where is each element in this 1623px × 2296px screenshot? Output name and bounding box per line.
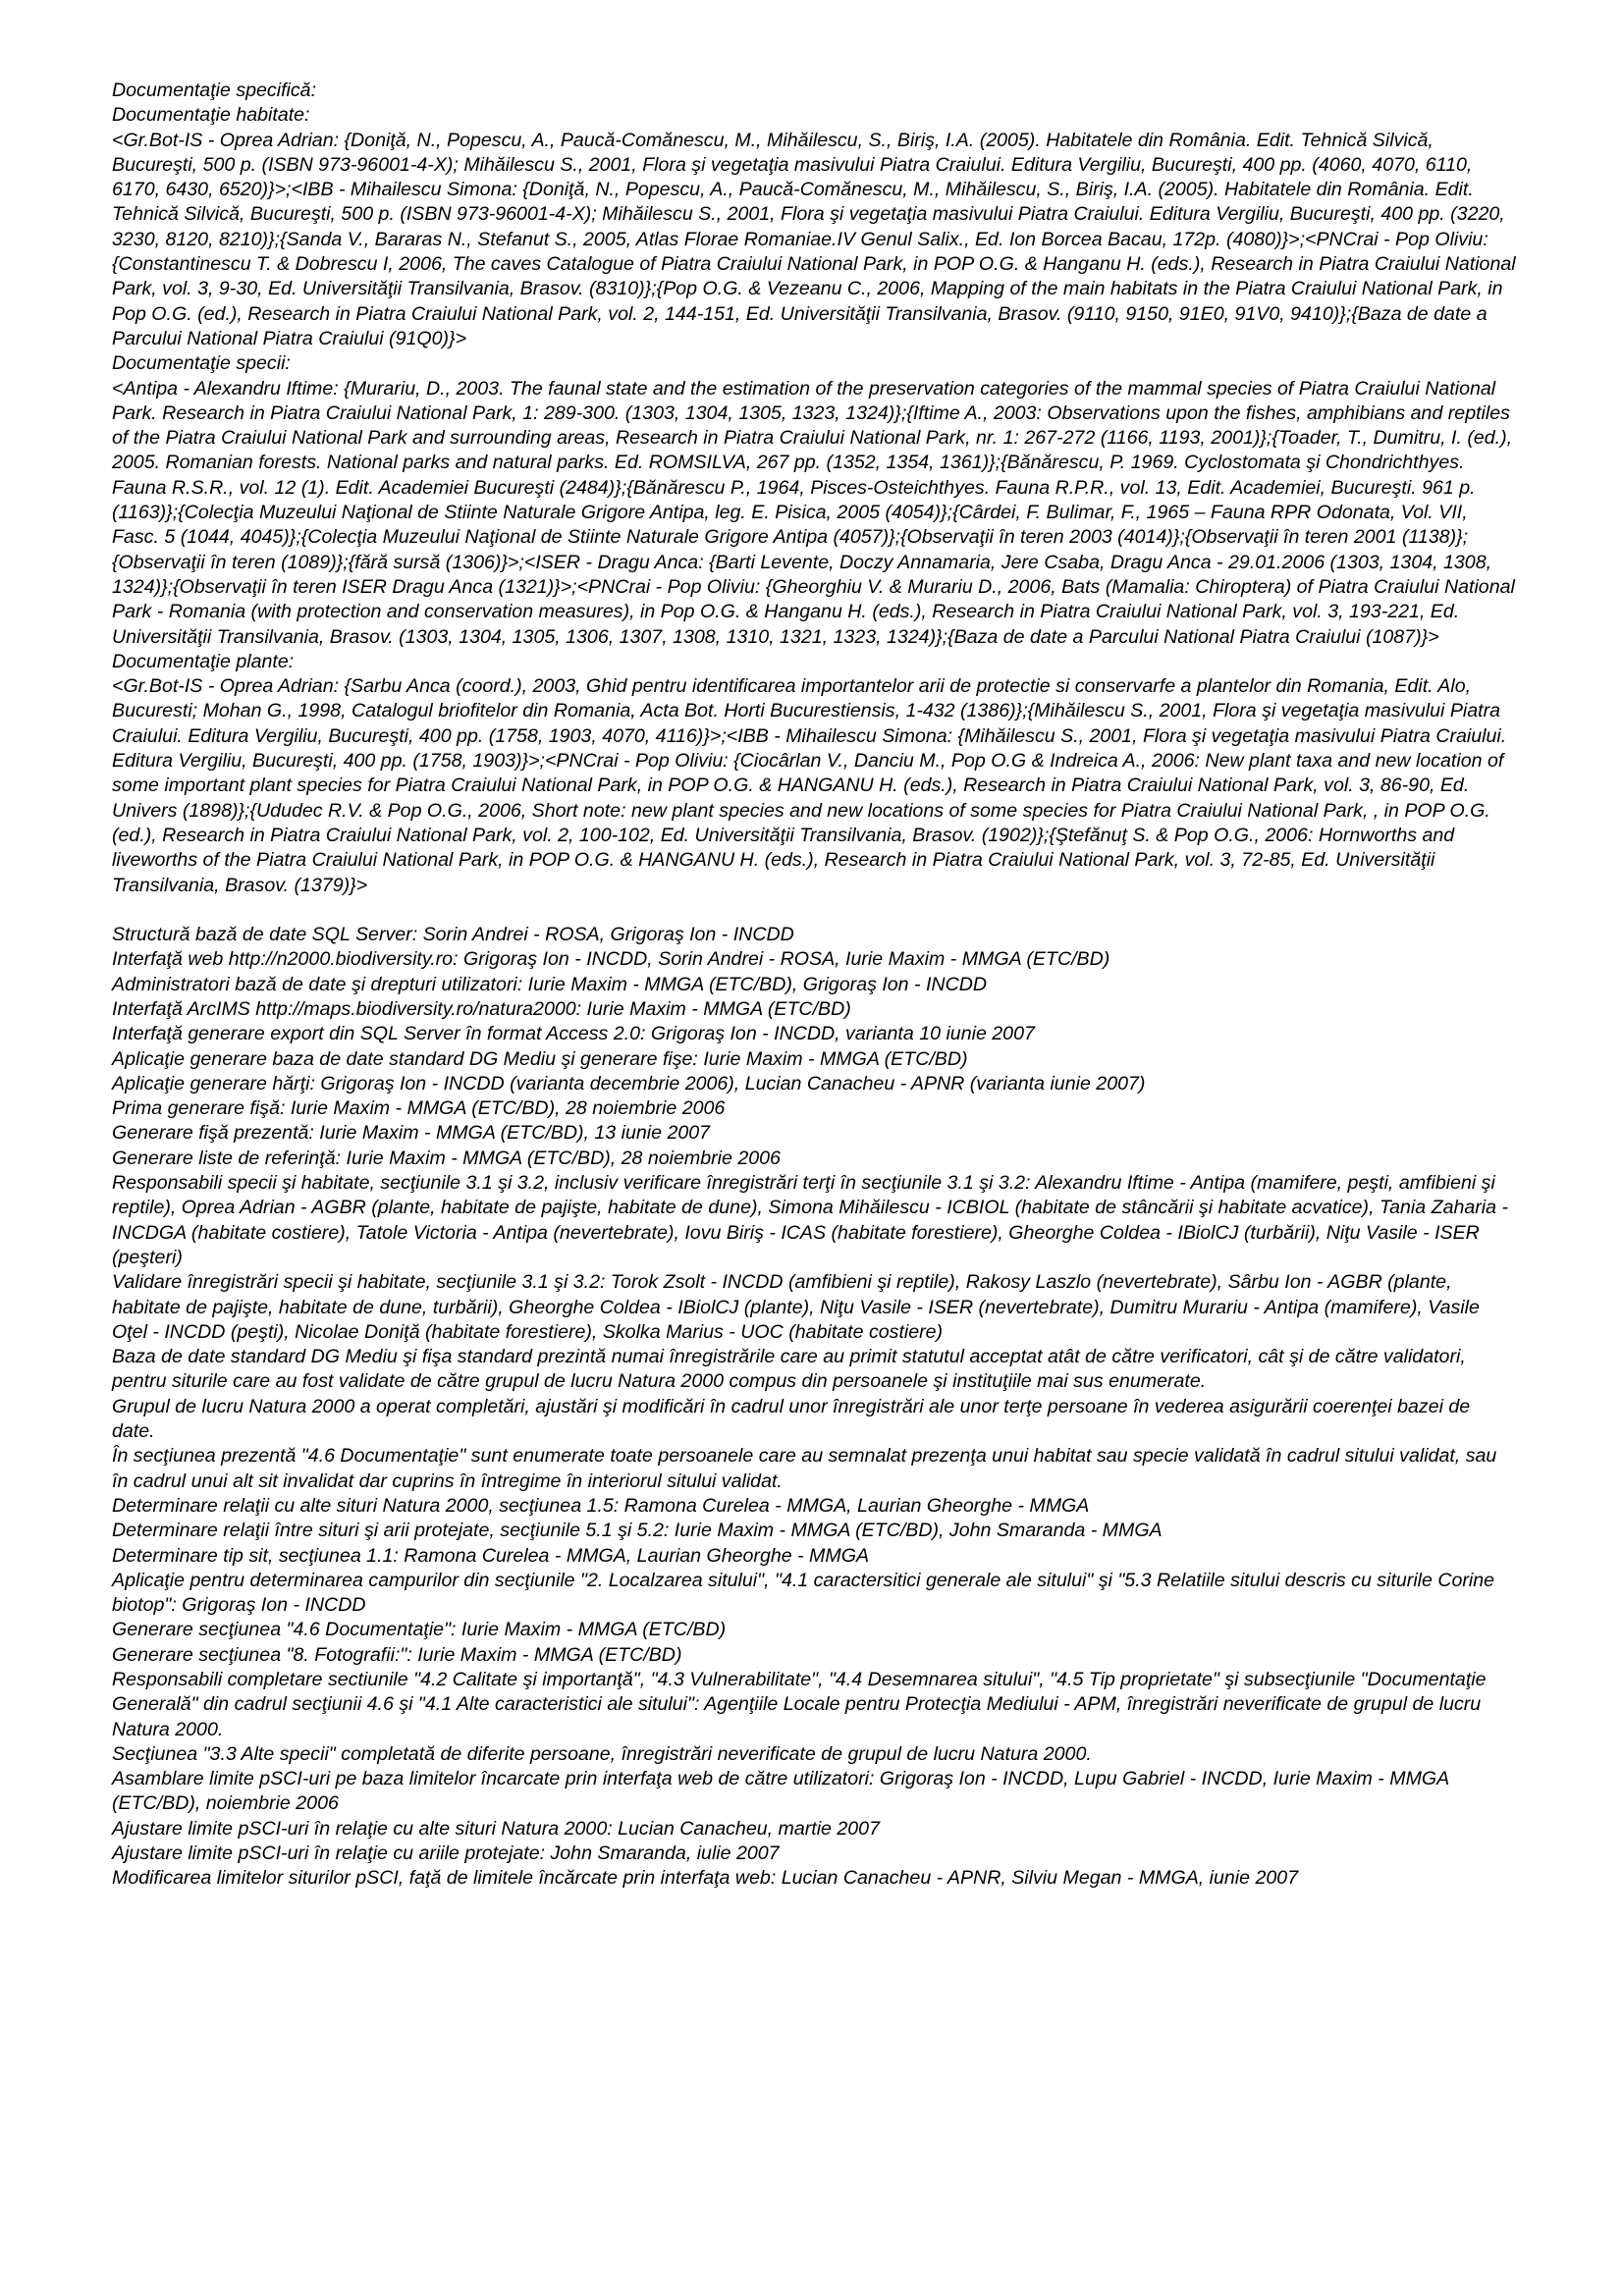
credit-line: Secţiunea "3.3 Alte specii" completată de diferite persoane, înregistrări neverificate de grupul de lucru Natura 2000. [112,1742,1092,1765]
credit-line: Aplicaţie generare hărţi: Grigoraş Ion - INCDD (varianta decembrie 2006), Lucian Canacheu - APNR (varianta iunie 2007) [112,1072,1146,1095]
credit-line: Generare secţiunea "4.6 Documentaţie": Iurie Maxim - MMGA (ETC/BD) [112,1619,727,1641]
credit-line: Determinare relaţii cu alte situri Natura 2000, secţiunea 1.5: Ramona Curelea - MMGA, Laurian Gheorghe - MMGA [112,1494,1090,1517]
credit-line: Generare liste de referinţă: Iurie Maxim - MMGA (ETC/BD), 28 noiembrie 2006 [112,1147,781,1169]
credit-line: Responsabili specii şi habitate, secţiunile 3.1 şi 3.2, inclusiv verificare înregistrări terţi în secţiunile 3.1 şi 3.2: Alexandru Iftime - Antipa (mamifere, peşti, amfibieni şi reptile), Oprea Adrian - AGBR (plante, habitate de pajişte, habitate de dune), Simona Mihăilescu - ICBIOL (habitate de stâncării şi habitate acvatice), Tania Zaharia - INCDGA (habitate costiere), Tatole Victoria - Antipa (nevertebrate), Iovu Biriş - ICAS (habitate forestiere), Gheorghe Coldea - IBiolCJ (turbării), Niţu Vasile - ISER (peşteri) [112,1172,1509,1268]
credit-line: Generare secţiunea "8. Fotografii:": Iurie Maxim - MMGA (ETC/BD) [112,1643,682,1666]
specii-references: <Antipa - Alexandru Iftime: {Murariu, D., 2003. The faunal state and the estimation of the preservation categories of the mammal species of Piatra Craiului National Park. Research in Piatra Craiului National Park, 1: 289-300. (1303, 1304, 1305, 1323, 1324)};{Iftime A., 2003: Observations upon the fishes, amphibians and reptiles of the Piatra Craiului National Park and surrounding areas, Research in Piatra Craiului National Park, nr. 1: 267-272 (1166, 1193, 2001)};{Toader, T., Dumitru, I. (ed.), 2005. Romanian forests. National parks and natural parks. Ed. ROMSILVA, 267 pp. (1352, 1354, 1361)};{Bănărescu, P. 1969. Cyclostomata şi Chondrichthyes. Fauna R.S.R., vol. 12 (1). Edit. Academiei Bucureşti (2484)};{Bănărescu P., 1964, Pisces-Osteichthyes. Fauna R.P.R., vol. 13, Edit. Academiei, Bucureşti. 961 p. (1163)};{Colecţia Muzeului Naţional de Stiinte Naturale Grigore Antipa, leg. E. Pisica, 2005 (4054)};{Cârdei, F. Bulimar, F., 1965 – Fauna RPR Odonata, Vol. VII, Fasc. 5 (1044, 4045)};{Colecţia Muzeului Naţional de Stiinte Naturale Grigore Antipa (4057)};{Observaţii în teren 2003 (4014)};{Observaţii în teren 2001 (1138)};{Observaţii în teren (1089)};{fără sursă (1306)}>;<ISER - Dragu Anca: {Barti Levente, Doczy Annamaria, Jere Csaba, Dragu Anca - 29.01.2006 (1303, 1304, 1308, 1324)};{Observaţii în teren ISER Dragu Anca (1321)}>;<PNCrai - Pop Oliviu: {Gheorghiu V. & Murariu D., 2006, Bats (Mamalia: Chiroptera) of Piatra Craiului National Park - Romania (with protection and conservation measures), in Pop O.G. & Hanganu H. (eds.), Research in Piatra Craiului National Park, vol. 3, 193-221, Ed. Universităţii Transilvania, Brasov. (1303, 1304, 1305, 1306, 1307, 1308, 1310, 1321, 1323, 1324)};{Baza de date a Parcului National Piatra Craiului (1087)}> [112,377,1515,648]
credit-line: Asamblare limite pSCI-uri pe baza limitelor încarcate prin interfaţa web de către utilizatori: Grigoraş Ion - INCDD, Lupu Gabriel - INCDD, Iurie Maxim - MMGA (ETC/BD), noiembrie 2006 [112,1768,1449,1815]
plante-references: <Gr.Bot-IS - Oprea Adrian: {Sarbu Anca (coord.), 2003, Ghid pentru identificarea importantelor arii de protectie si conservarfe a plantelor din Romania, Edit. Alo, Bucuresti; Mohan G., 1998, Catalogul briofitelor din Romania, Acta Bot. Horti Bucurestiensis, 1-432 (1386)};{Mihăilescu S., 2001, Flora şi vegetaţia masivului Piatra Craiului. Editura Vergiliu, Bucureşti, 400 pp. (1758, 1903, 4070, 4116)}>;<IBB - Mihailescu Simona: {Mihăilescu S., 2001, Flora şi vegetaţia masivului Piatra Craiului. Editura Vergiliu, Bucureşti, 400 pp. (1758, 1903)}>;<PNCrai - Pop Oliviu: {Ciocârlan V., Danciu M., Pop O.G & Indreica A., 2006: New plant taxa and new location of some important plant species for Piatra Craiului National Park, in POP O.G. & HANGANU H. (eds.), Research in Piatra Craiului National Park, vol. 3, 86-90, Ed. Univers (1898)};{Ududec R.V. & Pop O.G., 2006, Short note: new plant species and new locations of some species for Piatra Craiului National Park, , in POP O.G. (ed.), Research in Piatra Craiului National Park, vol. 2, 100-102, Ed. Universităţii Transilvania, Brasov. (1902)};{Ştefănuţ S. & Pop O.G., 2006: Hornworths and liveworths of the Piatra Craiului National Park, in POP O.G. & HANGANU H. (eds.), Research in Piatra Craiului National Park, vol. 3, 72-85, Ed. Universităţii Transilvania, Brasov. (1379)}> [112,675,1507,896]
credit-line: Baza de date standard DG Mediu şi fişa standard prezintă numai înregistrările care au primit statutul acceptat atât de către verificatori, cât şi de către validatori, pentru siturile care au fost validate de către grupul de lucru Natura 2000 compus din persoanele şi instituţiile mai sus enumerate. [112,1346,1466,1393]
credit-line: În secţiunea prezentă "4.6 Documentaţie" sunt enumerate toate persoanele care au semnalat prezenţa unui habitat sau specie validată în cadrul sitului validat, sau în cadrul unui alt sit invalidat dar cuprins în întregime în interiorul sitului validat. [112,1445,1497,1492]
heading-documentatie-plante: Documentaţie plante: [112,650,295,672]
credit-line: Interfaţă ArcIMS http://maps.biodiversity.ro/natura2000: Iurie Maxim - MMGA (ETC/BD) [112,997,851,1020]
credit-line: Aplicaţie pentru determinarea campurilor din secţiunile "2. Localzarea sitului", "4.1 caractersitici generale ale sitului" şi "5.3 Relatiile sitului descris cu siturile Corine biotop": Grigoraş Ion - INCDD [112,1569,1495,1617]
credit-line: Determinare tip sit, secţiunea 1.1: Ramona Curelea - MMGA, Laurian Gheorghe - MMGA [112,1544,870,1567]
credit-line: Generare fişă prezentă: Iurie Maxim - MMGA (ETC/BD), 13 iunie 2007 [112,1122,711,1145]
credit-line: Prima generare fişă: Iurie Maxim - MMGA (ETC/BD), 28 noiembrie 2006 [112,1097,726,1120]
habitate-references: <Gr.Bot-IS - Oprea Adrian: {Doniţă, N., Popescu, A., Paucă-Comănescu, M., Mihăilescu, S., Biriş, I.A. (2005). Habitatele din România. Edit. Tehnică Silvică, Bucureşti, 500 p. (ISBN 973-96001-4-X); Mihăilescu S., 2001, Flora şi vegetaţia masivului Piatra Craiului. Editura Vergiliu, Bucureşti, 400 pp. (4060, 4070, 6110, 6170, 6430, 6520)}>;<IBB - Mihailescu Simona: {Doniţă, N., Popescu, A., Paucă-Comănescu, M., Mihăilescu, S., Biriş, I.A. (2005). Habitatele din România. Edit. Tehnică Silvică, Bucureşti, 500 p. (ISBN 973-96001-4-X); Mihăilescu S., 2001, Flora şi vegetaţia masivului Piatra Craiului. Editura Vergiliu, Bucureşti, 400 pp. (3220, 3230, 8120, 8210)};{Sanda V., Bararas N., Stefanut S., 2005, Atlas Florae Romaniae.IV Genul Salix., Ed. Ion Borcea Bacau, 172p. (4080)}>;<PNCrai - Pop Oliviu: {Constantinescu T. & Dobrescu I, 2006, The caves Catalogue of Piatra Craiului National Park, in POP O.G. & Hanganu H. (eds.), Research in Piatra Craiului National Park, vol. 3, 9-30, Ed. Universităţii Transilvania, Brasov. (8310)};{Pop O.G. & Vezeanu C., 2006, Mapping of the main habitats in the Piatra Craiului National Park, in Pop O.G. (ed.), Research in Piatra Craiului National Park, vol. 2, 144-151, Ed. Universităţii Transilvania, Brasov. (9110, 9150, 91E0, 91V0, 9410)};{Baza de date a Parcului National Piatra Craiului (91Q0)}> [112,129,1516,349]
credit-line: Determinare relaţii între situri şi arii protejate, secţiunile 5.1 şi 5.2: Iurie Maxim - MMGA (ETC/BD), John Smaranda - MMGA [112,1520,1163,1542]
credit-line: Interfaţă web http://n2000.biodiversity.ro: Grigoraş Ion - INCDD, Sorin Andrei - ROSA, Iurie Maxim - MMGA (ETC/BD) [112,948,1110,971]
credit-line: Validare înregistrări specii şi habitate, secţiunile 3.1 şi 3.2: Torok Zsolt - INCDD (amfibieni şi reptile), Rakosy Laszlo (nevertebrate), Sârbu Ion - AGBR (plante, habitate de pajişte, habitate de dune, turbării), Gheorghe Coldea - IBiolCJ (plante), Niţu Vasile - ISER (nevertebrate), Dumitru Murariu - Antipa (mamifere), Vasile Oţel - INCDD (peşti), Nicolae Doniţă (habitate forestiere), Skolka Marius - UOC (habitate costiere) [112,1271,1480,1343]
paragraph-gap [112,898,1516,923]
heading-documentatie-specii: Documentaţie specii: [112,352,291,375]
heading-documentatie-specifica: Documentaţie specifică: [112,80,317,101]
credit-line: Aplicaţie generare baza de date standard DG Mediu şi generare fişe: Iurie Maxim - MMGA (ETC/BD) [112,1047,968,1070]
credit-line: Responsabili completare sectiunile "4.2 Calitate şi importanţă", "4.3 Vulnerabilitate", "4.4 Desemnarea sitului", "4.5 Tip proprietate" şi subsecţiunile "Documentaţie Generală" din cadrul secţiunii 4.6 şi "4.1 Alte caracteristici ale sitului": Agenţiile Locale pentru Protecţia Mediului - APM, înregistrări neverificate de grupul de lucru Natura 2000. [112,1669,1487,1740]
credit-line: Ajustare limite pSCI-uri în relaţie cu ariile protejate: John Smaranda, iulie 2007 [112,1842,780,1865]
heading-documentatie-habitate: Documentaţie habitate: [112,104,310,127]
credit-line: Structură bază de date SQL Server: Sorin Andrei - ROSA, Grigoraş Ion - INCDD [112,924,794,946]
credit-line: Ajustare limite pSCI-uri în relaţie cu alte situri Natura 2000: Lucian Canacheu, martie 2007 [112,1817,880,1840]
credit-line: Administratori bază de date şi drepturi utilizatori: Iurie Maxim - MMGA (ETC/BD), Grigoraş Ion - INCDD [112,973,988,995]
document-page [112,79,1516,1892]
credit-line: Interfaţă generare export din SQL Server în format Access 2.0: Grigoraş Ion - INCDD, varianta 10 iunie 2007 [112,1023,1035,1045]
credit-line: Modificarea limitelor siturilor pSCI, faţă de limitele încărcate prin interfaţa web: Lucian Canacheu - APNR, Silviu Megan - MMGA, iunie 2007 [112,1867,1299,1890]
credit-line: Grupul de lucru Natura 2000 a operat completări, ajustări şi modificări în cadrul unor înregistrări ale unor terţe persoane în vederea asigurării coerenţei bazei de date. [112,1395,1471,1443]
